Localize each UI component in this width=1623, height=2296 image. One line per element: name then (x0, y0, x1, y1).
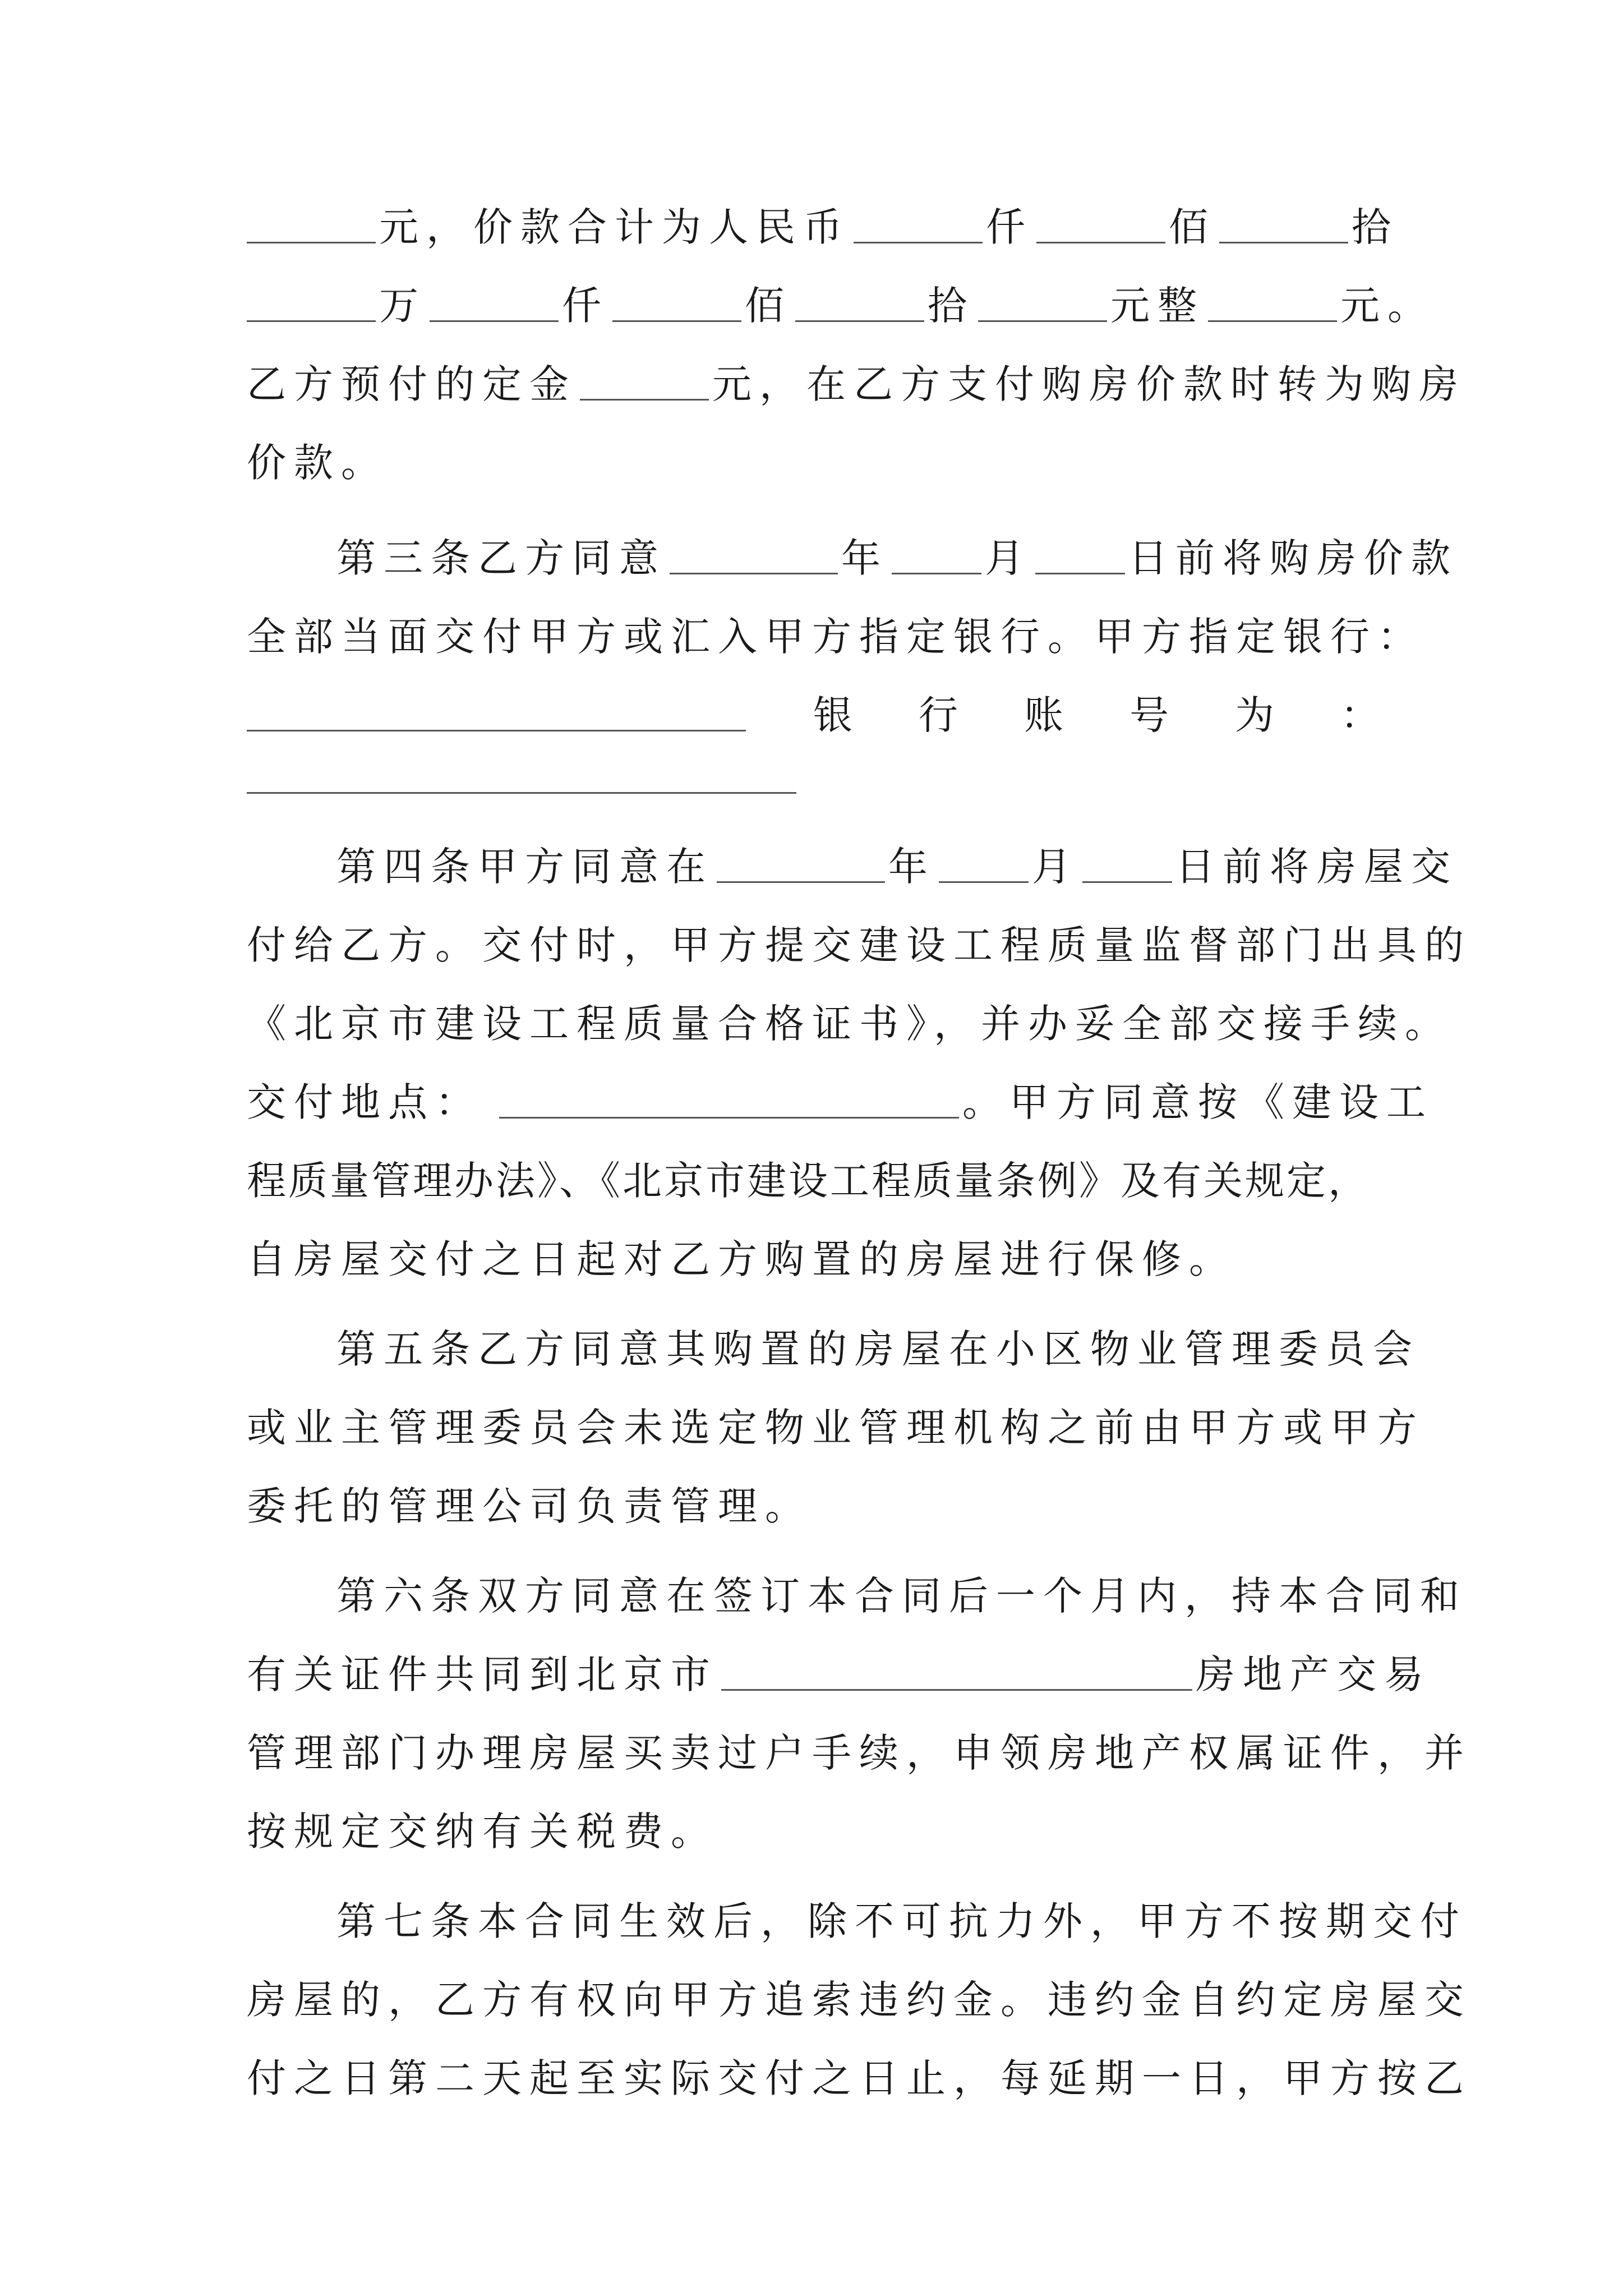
text-line (247, 2019, 1472, 2101)
text-segment: 年 (888, 844, 935, 890)
text-segment: 程质量管理办法》、《北京市建设工程质量条例》及有关规定， (247, 1158, 1370, 1204)
text-segment: ： (1340, 692, 1380, 738)
text-segment: 行 (919, 692, 958, 738)
article-5-heading-line (336, 1290, 1420, 1372)
text-segment: 元，价款合计为人民币 (379, 204, 850, 250)
fill-blank (978, 320, 1107, 322)
text-segment: 年 (841, 535, 888, 581)
bank-name-blank (247, 729, 746, 731)
text-line (247, 578, 1424, 660)
text-segment: 或业主管理委员会未选定物业管理机构之前由甲方或甲方 (247, 1405, 1424, 1451)
text-segment: 月 (1032, 844, 1079, 890)
text-line (247, 325, 1466, 407)
text-line (247, 1122, 1370, 1204)
text-line (247, 1773, 718, 1855)
text-segment: 拾 (1352, 204, 1399, 250)
text-segment: 号 (1129, 692, 1169, 738)
fill-blank (1036, 241, 1165, 243)
fill-blank (580, 398, 709, 401)
text-segment: 账 (1024, 692, 1063, 738)
text-line (247, 404, 388, 486)
text-segment: 月 (985, 535, 1032, 581)
bank-account-line (247, 656, 1380, 738)
text-segment: 第四条甲方同意在 (336, 844, 713, 890)
text-segment: 日前将房屋交 (1175, 844, 1458, 890)
text-line (247, 886, 1472, 968)
text-segment: 元整 (1110, 283, 1205, 329)
text-line (247, 1447, 812, 1529)
fill-blank (247, 320, 376, 322)
text-segment: 为 (1235, 692, 1274, 738)
text-segment: 《北京市建设工程质量合格证书》，并办妥全部交接手续。 (247, 1001, 1452, 1047)
text-line (247, 1369, 1424, 1451)
fill-blank (892, 572, 981, 574)
fill-blank (854, 241, 983, 243)
text-segment: 元。 (1340, 283, 1435, 329)
delivery-location-blank (499, 1116, 959, 1119)
fill-blank (717, 881, 885, 883)
fill-blank (1208, 320, 1337, 322)
fill-blank (939, 881, 1029, 883)
fill-blank (1219, 241, 1348, 243)
text-segment: 乙方预付的定金 (247, 361, 577, 407)
text-line (247, 1941, 1472, 2023)
fill-blank (670, 572, 838, 574)
bank-account-label (813, 692, 1380, 738)
article-4-heading-line (336, 808, 1458, 890)
text-segment: 元，在乙方支付购房价款时转为购房 (712, 361, 1466, 407)
text-segment: 全部当面交付甲方或汇入甲方指定银行。甲方指定银行： (247, 614, 1424, 660)
text-segment: 第七条本合同生效后，除不可抗力外，甲方不按期交付 (336, 1898, 1467, 1944)
text-segment: 拾 (928, 283, 975, 329)
text-segment: 。甲方同意按《建设工 (962, 1079, 1433, 1125)
text-segment: 委托的管理公司负责管理。 (247, 1483, 812, 1529)
text-line (247, 168, 1399, 250)
text-segment: 管理部门办理房屋买卖过户手续，申领房地产权属证件，并 (247, 1730, 1472, 1776)
district-blank (721, 1688, 1192, 1691)
fill-blank (1082, 881, 1172, 883)
text-segment: 房屋的，乙方有权向甲方追索违约金。违约金自约定房屋交 (247, 1977, 1472, 2023)
text-line (247, 1694, 1472, 1776)
text-segment: 付之日第二天起至实际交付之日止，每延期一日，甲方按乙 (247, 2055, 1472, 2101)
text-segment: 佰 (745, 283, 792, 329)
text-segment: 银 (813, 692, 852, 738)
fill-blank (795, 320, 924, 322)
text-segment: 第三条乙方同意 (336, 535, 666, 581)
text-segment: 佰 (1169, 204, 1216, 250)
text-segment: 第五条乙方同意其购置的房屋在小区物业管理委员会 (336, 1326, 1420, 1372)
text-segment: 价款。 (247, 440, 388, 486)
text-line (247, 965, 1452, 1047)
text-segment: 第六条双方同意在签订本合同后一个月内，持本合同和 (336, 1573, 1467, 1619)
text-segment: 有关证件共同到北京市 (247, 1651, 718, 1697)
text-line (247, 1616, 1431, 1697)
text-segment: 自房屋交付之日起对乙方购置的房屋进行保修。 (247, 1236, 1236, 1282)
text-segment: 付给乙方。交付时，甲方提交建设工程质量监督部门出具的 (247, 922, 1472, 968)
fill-blank (430, 320, 559, 322)
text-segment: 仟 (986, 204, 1033, 250)
text-line (247, 1043, 1433, 1125)
text-line (247, 1200, 1236, 1282)
text-segment: 仟 (562, 283, 609, 329)
text-segment: 房地产交易 (1196, 1651, 1431, 1697)
text-segment: 万 (379, 283, 426, 329)
fill-blank (612, 320, 741, 322)
article-7-heading-line (336, 1862, 1467, 1944)
fill-blank (247, 241, 376, 243)
fill-blank (1035, 572, 1125, 574)
text-line (247, 247, 1435, 329)
text-segment: 交付地点： (247, 1079, 482, 1125)
text-segment: 日前将购房价款 (1128, 535, 1458, 581)
article-3-heading-line (336, 499, 1458, 581)
text-segment: 按规定交纳有关税费。 (247, 1809, 718, 1855)
article-6-heading-line (336, 1537, 1467, 1619)
account-number-blank (247, 792, 796, 794)
